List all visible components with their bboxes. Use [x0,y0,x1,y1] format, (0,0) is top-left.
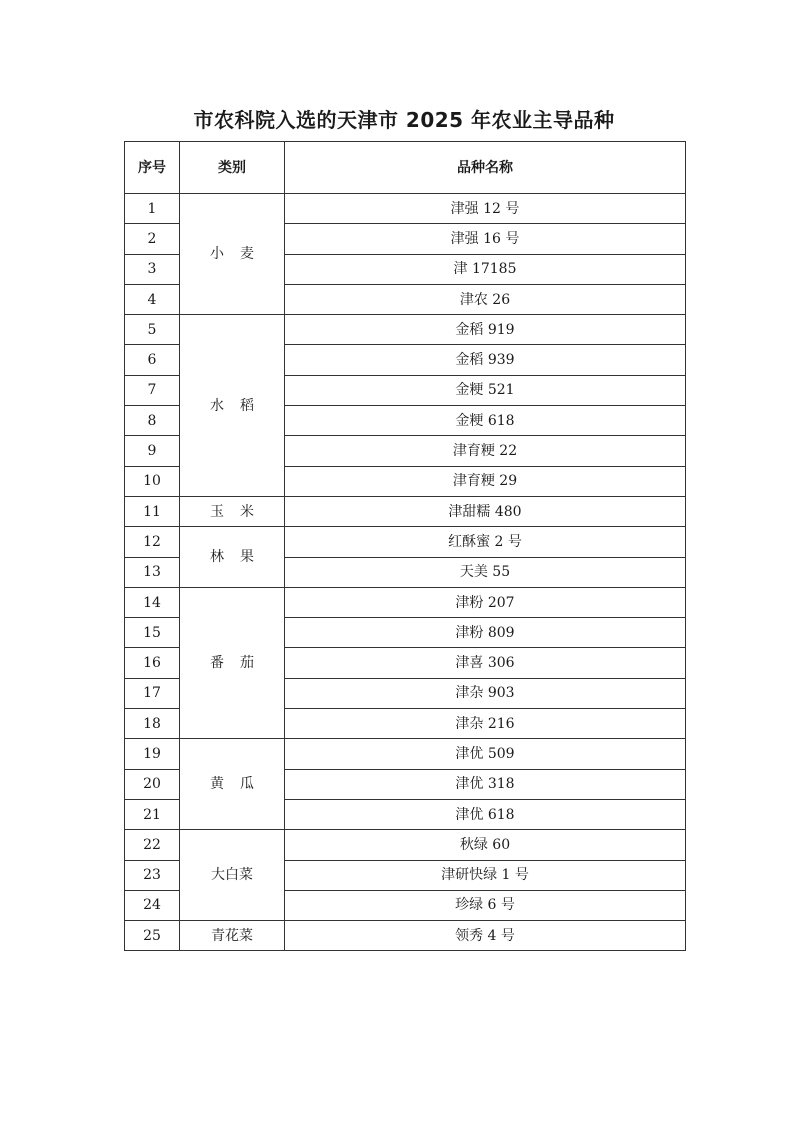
serial-number-cell: 17 [125,678,180,708]
serial-number-cell: 15 [125,618,180,648]
variety-name-cell: 红酥蜜 2 号 [285,527,686,557]
variety-name-cell: 津 17185 [285,254,686,284]
category-cell [180,587,285,738]
table-row [125,315,686,345]
serial-number-cell: 10 [125,466,180,496]
variety-name-cell: 津优 509 [285,739,686,769]
serial-number-cell: 12 [125,527,180,557]
variety-name-cell: 津育粳 29 [285,466,686,496]
category-label: 黄瓜 [210,776,270,793]
category-label: 大白菜 [211,867,253,884]
table-row [125,739,686,769]
header-variety-name: 品种名称 [285,142,686,194]
serial-number-cell: 9 [125,436,180,466]
category-cell [180,921,285,951]
table-row [125,587,686,617]
variety-name-cell: 天美 55 [285,557,686,587]
variety-name-cell: 津杂 216 [285,709,686,739]
serial-number-cell: 6 [125,345,180,375]
serial-number-cell: 25 [125,921,180,951]
category-cell [180,830,285,921]
serial-number-cell: 11 [125,496,180,526]
variety-name-cell: 金粳 618 [285,406,686,436]
table-row [125,194,686,224]
page-title: 市农科院入选的天津市 2025 年农业主导品种 [193,108,615,132]
table-header-row [125,142,686,194]
table-body [125,194,686,951]
category-cell [180,527,285,588]
variety-name-cell: 津杂 903 [285,678,686,708]
variety-name-cell: 津强 16 号 [285,224,686,254]
variety-name-cell: 津粉 207 [285,587,686,617]
table-row [125,527,686,557]
category-cell [180,194,285,315]
variety-name-cell: 津粉 809 [285,618,686,648]
serial-number-cell: 8 [125,406,180,436]
serial-number-cell: 23 [125,860,180,890]
table-row [125,830,686,860]
category-cell [180,496,285,526]
serial-number-cell: 19 [125,739,180,769]
category-cell [180,739,285,830]
serial-number-cell: 1 [125,194,180,224]
header-category: 类别 [180,142,285,194]
variety-name-cell: 津优 318 [285,769,686,799]
category-label: 林果 [210,549,270,566]
serial-number-cell: 4 [125,284,180,314]
variety-name-cell: 领秀 4 号 [285,921,686,951]
serial-number-cell: 2 [125,224,180,254]
serial-number-cell: 24 [125,890,180,920]
table-row [125,496,686,526]
variety-name-cell: 金稻 919 [285,315,686,345]
variety-name-cell: 珍绿 6 号 [285,890,686,920]
header-serial-number: 序号 [125,142,180,194]
serial-number-cell: 22 [125,830,180,860]
variety-name-cell: 津育粳 22 [285,436,686,466]
variety-name-cell: 津甜糯 480 [285,496,686,526]
variety-name-cell: 金粳 521 [285,375,686,405]
category-label: 水稻 [210,397,270,414]
serial-number-cell: 3 [125,254,180,284]
category-cell [180,315,285,497]
serial-number-cell: 5 [125,315,180,345]
serial-number-cell: 14 [125,587,180,617]
serial-number-cell: 21 [125,799,180,829]
variety-name-cell: 津研快绿 1 号 [285,860,686,890]
variety-name-cell: 津强 12 号 [285,194,686,224]
variety-table [124,141,686,951]
serial-number-cell: 7 [125,375,180,405]
category-label: 玉米 [210,503,270,520]
category-label: 番茄 [210,655,270,672]
serial-number-cell: 13 [125,557,180,587]
variety-name-cell: 津优 618 [285,799,686,829]
serial-number-cell: 18 [125,709,180,739]
variety-name-cell: 津农 26 [285,284,686,314]
category-label: 小麦 [210,246,270,263]
variety-name-cell: 津喜 306 [285,648,686,678]
variety-name-cell: 金稻 939 [285,345,686,375]
table-row [125,921,686,951]
category-label: 青花菜 [211,927,253,944]
serial-number-cell: 20 [125,769,180,799]
variety-name-cell: 秋绿 60 [285,830,686,860]
serial-number-cell: 16 [125,648,180,678]
